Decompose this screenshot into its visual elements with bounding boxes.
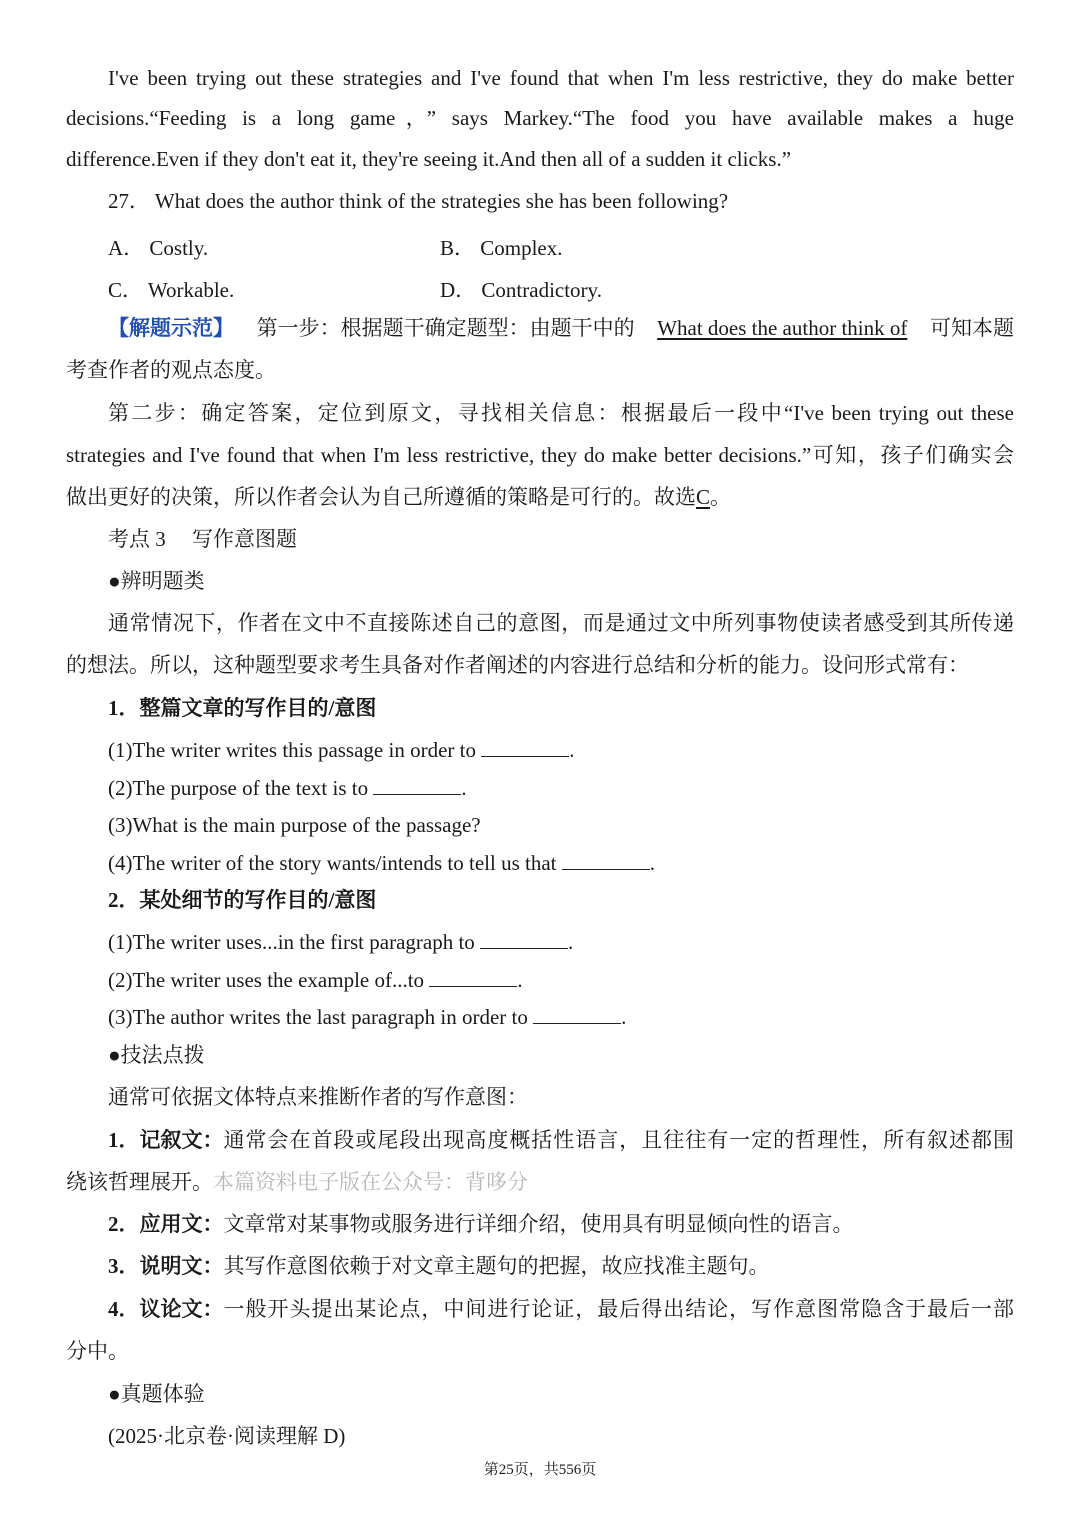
jifa-item-4-text: 一般开头提出某论点，中间进行论证，最后得出结论，写作意图常隐含于最后一部 [223, 1297, 1014, 1321]
group2-item-2-text: (2)The writer uses the example of...to [108, 968, 430, 992]
answer-blank [429, 968, 517, 987]
group1-item-1 [108, 738, 574, 763]
group1-item-4-text: (4)The writer of the story wants/intends to tell us that [108, 851, 562, 875]
jifa-item-4-line2: 分中。 [66, 1339, 129, 1363]
solution-step2-line3 [66, 485, 731, 510]
intro-line-2: 的想法。所以，这种题型要求考生具备对作者阐述的内容进行总结和分析的能力。设问形式常有： [66, 653, 969, 677]
question-stem: 27． What does the author think of the strategies she has been following? [108, 189, 729, 213]
solution-answer: C [696, 485, 711, 509]
section-title-kaodian: 考点 3 写作意图题 [108, 527, 297, 551]
period: . [649, 851, 655, 875]
answer-blank [373, 776, 461, 795]
jifa-item-1-line2 [66, 1170, 528, 1195]
jifa-item-4 [108, 1297, 1014, 1322]
group2-item-3-text: (3)The author writes the last paragraph in order to [108, 1005, 534, 1029]
option-a: A． Costly. [108, 236, 209, 260]
jifa-item-1 [108, 1128, 1014, 1153]
group2-item-1 [108, 930, 573, 955]
solution-step1-line2: 考查作者的观点态度。 [66, 358, 276, 382]
solution-step1-line1 [108, 316, 1014, 341]
heading-jifa: ●技法点拨 [108, 1043, 205, 1067]
solution-tag: 【解题示范】 [108, 316, 234, 340]
solution-step1-text: 第一步：根据题干确定题型：由题干中的 [256, 316, 635, 340]
solution-step2-line2: strategies and I've found that when I'm less restrictive, they do make better decisions.”可知，孩子们确实会 [66, 443, 1014, 467]
jifa-intro: 通常可依据文体特点来推断作者的写作意图： [108, 1085, 528, 1109]
group1-item-2 [108, 776, 467, 801]
solution-conclusion: 做出更好的决策，所以作者会认为自己所遵循的策略是可行的。故选 [66, 485, 696, 509]
jifa-item-3 [108, 1254, 770, 1279]
jifa-item-2-text: 文章常对某事物或服务进行详细介绍，使用具有明显倾向性的语言。 [223, 1212, 854, 1236]
heading-bianming: ●辨明题类 [108, 569, 205, 593]
option-b: B． Complex. [440, 236, 563, 260]
group2-title: 2．某处细节的写作目的/意图 [108, 888, 377, 912]
group1-item-4 [108, 851, 655, 876]
answer-blank [562, 851, 650, 870]
zhenti-source: (2025·北京卷·阅读理解 D) [108, 1424, 346, 1448]
solution-key-phrase: What does the author think of [657, 316, 908, 340]
jifa-item-3-text: 其写作意图依赖于对文章主题句的把握，故应找准主题句。 [223, 1254, 770, 1278]
option-c: C． Workable. [108, 278, 235, 302]
answer-blank [481, 738, 569, 757]
solution-step2-line1: 第二步：确定答案，定位到原文，寻找相关信息：根据最后一段中“I've been trying out these [108, 401, 1014, 425]
jifa-item-1-text2: 绕该哲理展开。 [66, 1170, 213, 1194]
group1-item-1-text: (1)The writer writes this passage in order to [108, 738, 482, 762]
period: . [621, 1005, 627, 1029]
group1-item-2-text: (2)The purpose of the text is to [108, 776, 374, 800]
group1-title: 1．整篇文章的写作目的/意图 [108, 696, 377, 720]
jifa-item-1-label: 1．记叙文： [108, 1128, 224, 1152]
answer-blank [533, 1005, 621, 1024]
passage-line-1: I've been trying out these strategies and I've found that when I'm less restrictive, they do make better [108, 66, 1014, 90]
group2-item-2 [108, 968, 523, 993]
passage-line-2: decisions.“Feeding is a long game，” says Markey.“The food you have available makes a huge [66, 106, 1014, 130]
period: . [517, 968, 523, 992]
heading-zhenti: ●真题体验 [108, 1382, 205, 1406]
jifa-item-2-label: 2．应用文： [108, 1212, 224, 1236]
jifa-item-4-label: 4．议论文： [108, 1297, 224, 1321]
option-d: D． Contradictory. [440, 278, 602, 302]
jifa-item-3-label: 3．说明文： [108, 1254, 224, 1278]
jifa-item-2 [108, 1212, 854, 1237]
group2-item-1-text: (1)The writer uses...in the first paragraph to [108, 930, 481, 954]
jifa-item-1-text: 通常会在首段或尾段出现高度概括性语言，且往往有一定的哲理性，所有叙述都围 [223, 1128, 1014, 1152]
period: . [461, 776, 467, 800]
period: . [568, 930, 574, 954]
page-number: 第25页，共556页 [483, 1462, 597, 1478]
answer-blank [480, 930, 568, 949]
period: . [569, 738, 575, 762]
group2-item-3 [108, 1005, 626, 1030]
group1-item-3: (3)What is the main purpose of the passage? [108, 813, 481, 837]
watermark: 本篇资料电子版在公众号：背哆分 [213, 1170, 528, 1194]
intro-line-1: 通常情况下，作者在文中不直接陈述自己的意图，而是通过文中所列事物使读者感受到其所传递 [108, 611, 1014, 635]
passage-line-3: difference.Even if they don't eat it, they're seeing it.And then all of a sudden it clicks.” [66, 147, 792, 171]
solution-step1-tail: 可知本题 [929, 316, 1014, 340]
solution-end: 。 [710, 485, 732, 509]
